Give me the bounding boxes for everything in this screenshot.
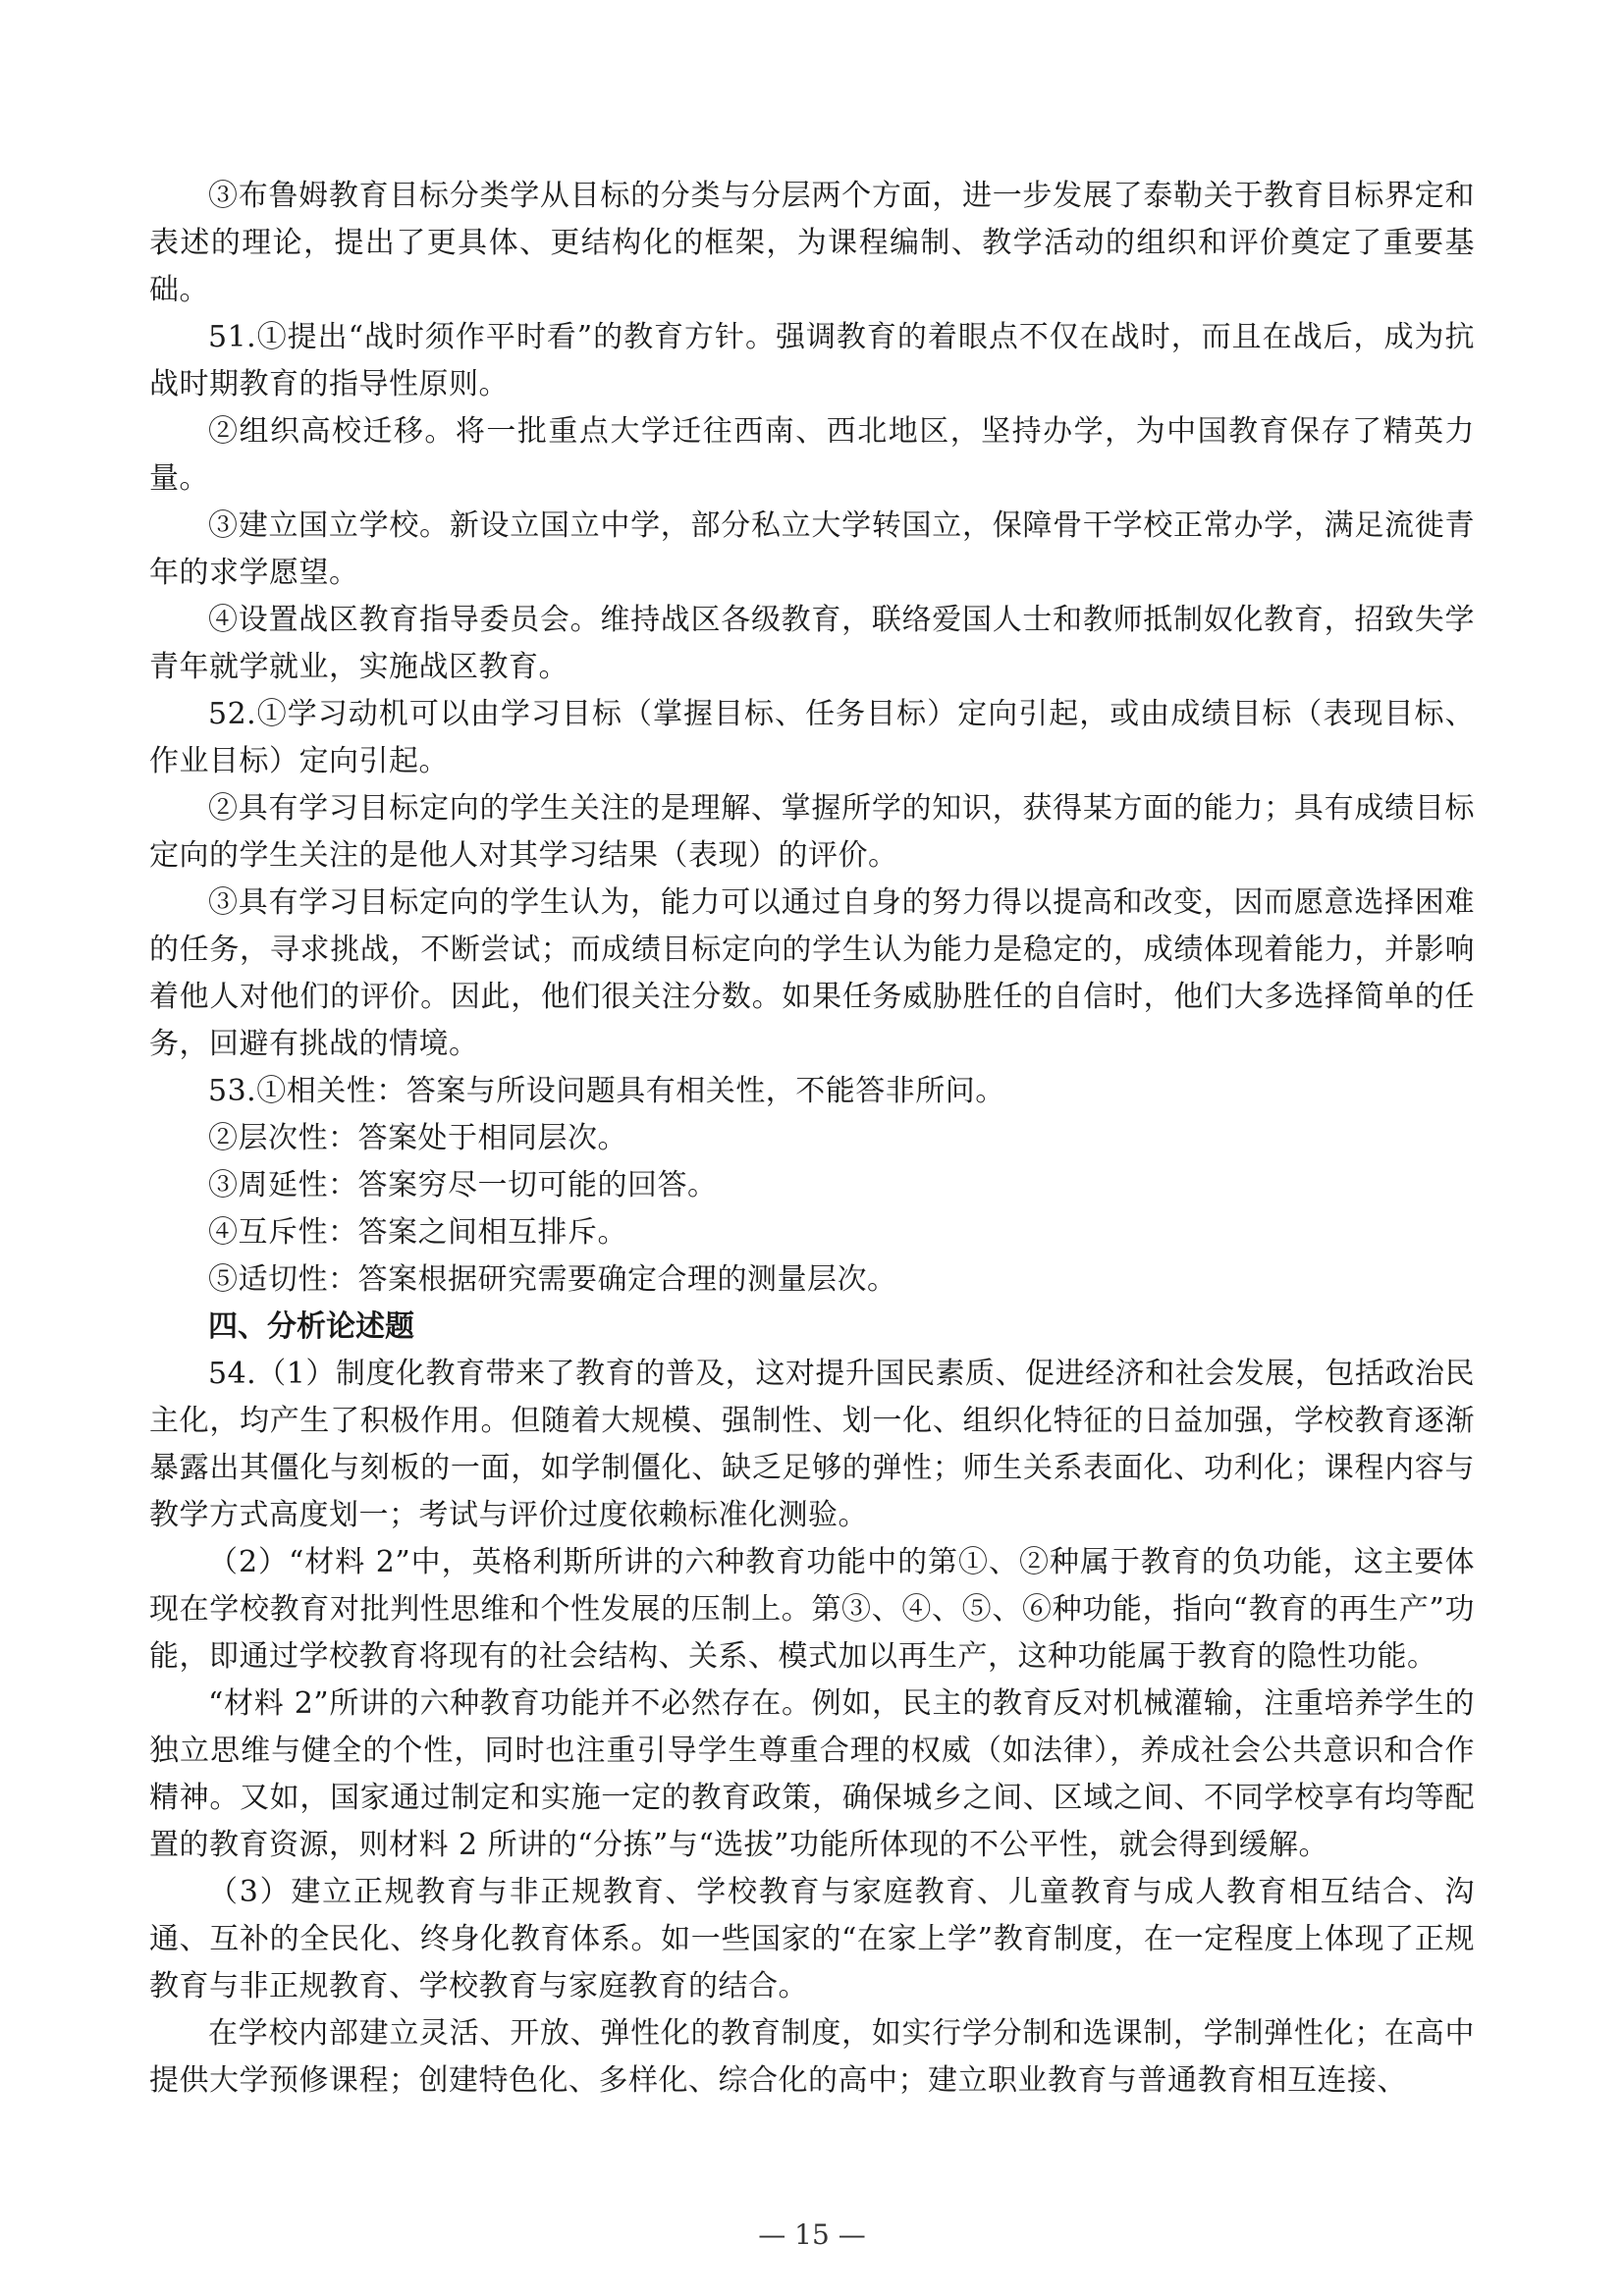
document-body [149,173,1475,2105]
paragraph-51-2: ②组织高校迁移。将一批重点大学迁往西南、西北地区，坚持办学，为中国教育保存了精英力量。 [149,414,1475,496]
paragraph-52-3: ③具有学习目标定向的学生认为，能力可以通过自身的努力得以提高和改变，因而愿意选择困难的任务，寻求挑战，不断尝试；而成绩目标定向的学生认为能力是稳定的，成绩体现着能力，并影响着他人对他们的评价。因此，他们很关注分数。如果任务威胁胜任的自信时，他们大多选择简单的任务，回避有挑战的情境。 [149,885,1475,1061]
paragraph-54-2: （2）“材料 2”中，英格利斯所讲的六种教育功能中的第①、②种属于教育的负功能，这主要体现在学校教育对批判性思维和个性发展的压制上。第③、④、⑤、⑥种功能，指向“教育的再生产”功能，即通过学校教育将现有的社会结构、关系、模式加以再生产，这种功能属于教育的隐性功能。 [149,1545,1475,1674]
paragraph-53-5: ⑤适切性：答案根据研究需要确定合理的测量层次。 [208,1262,897,1297]
paragraph-54-3-cont: 在学校内部建立灵活、开放、弹性化的教育制度，如实行学分制和选课制，学制弹性化；在高中提供大学预修课程；创建特色化、多样化、综合化的高中；建立职业教育与普通教育相互连接、 [149,2016,1475,2098]
paragraph-53-3: ③周延性：答案穷尽一切可能的回答。 [208,1168,718,1202]
paragraph-53-1: 53.①相关性：答案与所设问题具有相关性，不能答非所问。 [208,1074,1005,1108]
paragraph-51-4: ④设置战区教育指导委员会。维持战区各级教育，联络爱国人士和教师抵制奴化教育，招致失学青年就学就业，实施战区教育。 [149,603,1475,684]
paragraph-54-1: 54.（1）制度化教育带来了教育的普及，这对提升国民素质、促进经济和社会发展，包括政治民主化，均产生了积极作用。但随着大规模、强制性、划一化、组织化特征的日益加强，学校教育逐渐暴露出其僵化与刻板的一面，如学制僵化、缺乏足够的弹性；师生关系表面化、功利化；课程内容与教学方式高度划一；考试与评价过度依赖标准化测验。 [149,1357,1475,1532]
paragraph-52-2: ②具有学习目标定向的学生关注的是理解、掌握所学的知识，获得某方面的能力；具有成绩目标定向的学生关注的是他人对其学习结果（表现）的评价。 [149,791,1475,873]
page-number: — 15 — [758,2218,866,2251]
paragraph-53-4: ④互斥性：答案之间相互排斥。 [208,1215,627,1250]
paragraph-51-1: 51.①提出“战时须作平时看”的教育方针。强调教育的着眼点不仅在战时，而且在战后，成为抗战时期教育的指导性原则。 [149,320,1475,401]
paragraph-52-1: 52.①学习动机可以由学习目标（掌握目标、任务目标）定向引起，或由成绩目标（表现目标、作业目标）定向引起。 [149,697,1475,778]
paragraph-50-3: ③布鲁姆教育目标分类学从目标的分类与分层两个方面，进一步发展了泰勒关于教育目标界定和表述的理论，提出了更具体、更结构化的框架，为课程编制、教学活动的组织和评价奠定了重要基础。 [149,179,1475,307]
section-heading: 四、分析论述题 [208,1309,414,1344]
paragraph-53-2: ②层次性：答案处于相同层次。 [208,1121,627,1155]
paragraph-54-3: （3）建立正规教育与非正规教育、学校教育与家庭教育、儿童教育与成人教育相互结合、沟通、互补的全民化、终身化教育体系。如一些国家的“在家上学”教育制度，在一定程度上体现了正规教育与非正规教育、学校教育与家庭教育的结合。 [149,1875,1475,2003]
paragraph-54-2-cont: “材料 2”所讲的六种教育功能并不必然存在。例如，民主的教育反对机械灌输，注重培养学生的独立思维与健全的个性，同时也注重引导学生尊重合理的权威（如法律），养成社会公共意识和合作精神。又如，国家通过制定和实施一定的教育政策，确保城乡之间、区域之间、不同学校享有均等配置的教育资源，则材料 2 所讲的“分拣”与“选拔”功能所体现的不公平性，就会得到缓解。 [149,1686,1475,1862]
paragraph-51-3: ③建立国立学校。新设立国立中学，部分私立大学转国立，保障骨干学校正常办学，满足流徙青年的求学愿望。 [149,508,1475,590]
